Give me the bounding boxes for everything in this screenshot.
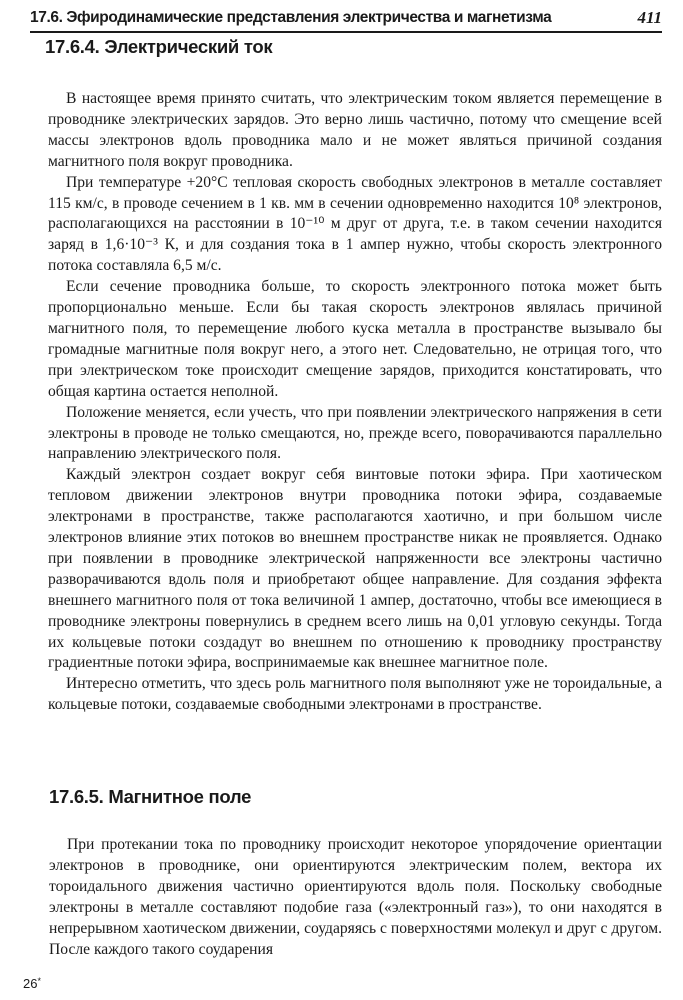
paragraph: Положение меняется, если учесть, что при появлении электрического напряжения в сети электроны в проводе не только смещаются, но, прежде всего, поворачиваются параллельно направлению электрического поля.: [48, 403, 662, 463]
section-body-electric-current: [48, 89, 662, 716]
paragraph: Каждый электрон создает вокруг себя винтовые потоки эфира. При хаотическом тепловом движении электронов внутри проводника потоки эфира, создаваемые электронами в пространстве, также располагаются хаотично, и при большом числе электронов влияние этих потоков во внешнем пространстве никак не проявляется. Однако при появлении в проводнике электрической напряженности все электроны частично разворачиваются вдоль поля и приобретают общее направление. Для создания эффекта внешнего магнитного поля от тока величиной 1 ампер, достаточно, чтобы все имеющиеся в проводнике электроны повернулись в среднем всего лишь на 0,01 угловую секунды. Тогда их кольцевые потоки создадут во внешнем по отношению к проводнику пространству градиентные потоки эфира, воспринимаемые как внешнее магнитное поле.: [48, 466, 662, 672]
paragraph: Интересно отметить, что здесь роль магнитного поля выполняют уже не тороидальные, а кольцевые потоки, создаваемые свободными электронами в пространстве.: [48, 675, 662, 714]
paragraph: Если сечение проводника больше, то скорость электронного потока может быть пропорционально меньше. Если бы такая скорость электронов являлась причиной магнитного поля, то перемещение любого куска металла в пространстве вызывало бы громадные магнитные поля вокруг него, а этого нет. Следовательно, не отрицая того, что при электрическом токе происходит смещение зарядов, приходится констатировать, что общая картина остается неполной.: [48, 278, 662, 400]
section-body-magnetic-field: [49, 835, 662, 960]
section-heading-magnetic-field: 17.6.5. Магнитное поле: [49, 786, 252, 807]
paragraph: В настоящее время принято считать, что электрическим током является перемещение в проводнике электрических зарядов. Это верно лишь частично, потому что смещение всей массы электронов вдоль проводника мало и не может являться причиной создания магнитного поля вокруг проводника.: [48, 90, 662, 170]
section-heading-electric-current: 17.6.4. Электрический ток: [45, 36, 273, 57]
running-header: [30, 4, 662, 33]
paragraph: При протекании тока по проводнику происходит некоторое упорядочение ориентации электронов в проводнике, они ориентируются электрическим полем, вектора их тороидального движения частично ориентируются вдоль поля. Поскольку свободные электроны в металле составляют подобие газа («электронный газ»), то они находятся в непрерывном хаотическом движении, соударяясь с поверхностями молекул и друг с другом. После каждого такого соударения: [49, 836, 662, 958]
page-number: 411: [637, 8, 662, 27]
paragraph: При температуре +20°С тепловая скорость свободных электронов в металле составляет 115 км/с, в проводе сечением в 1 кв. мм в сечении одновременно находится 10⁸ электронов, располагающихся на расстоянии в 10⁻¹⁰ м друг от друга, т.е. в таком сечении находится заряд в 1,6·10⁻³ К, и для создания тока в 1 ампер нужно, чтобы скорость электронного потока составляла 6,5 м/с.: [48, 173, 662, 275]
signature-asterisk: *: [37, 976, 41, 986]
signature-mark: [23, 976, 41, 991]
running-header-title: 17.6. Эфиродинамические представления электричества и магнетизма: [30, 9, 552, 26]
signature-number: 26: [23, 976, 38, 991]
